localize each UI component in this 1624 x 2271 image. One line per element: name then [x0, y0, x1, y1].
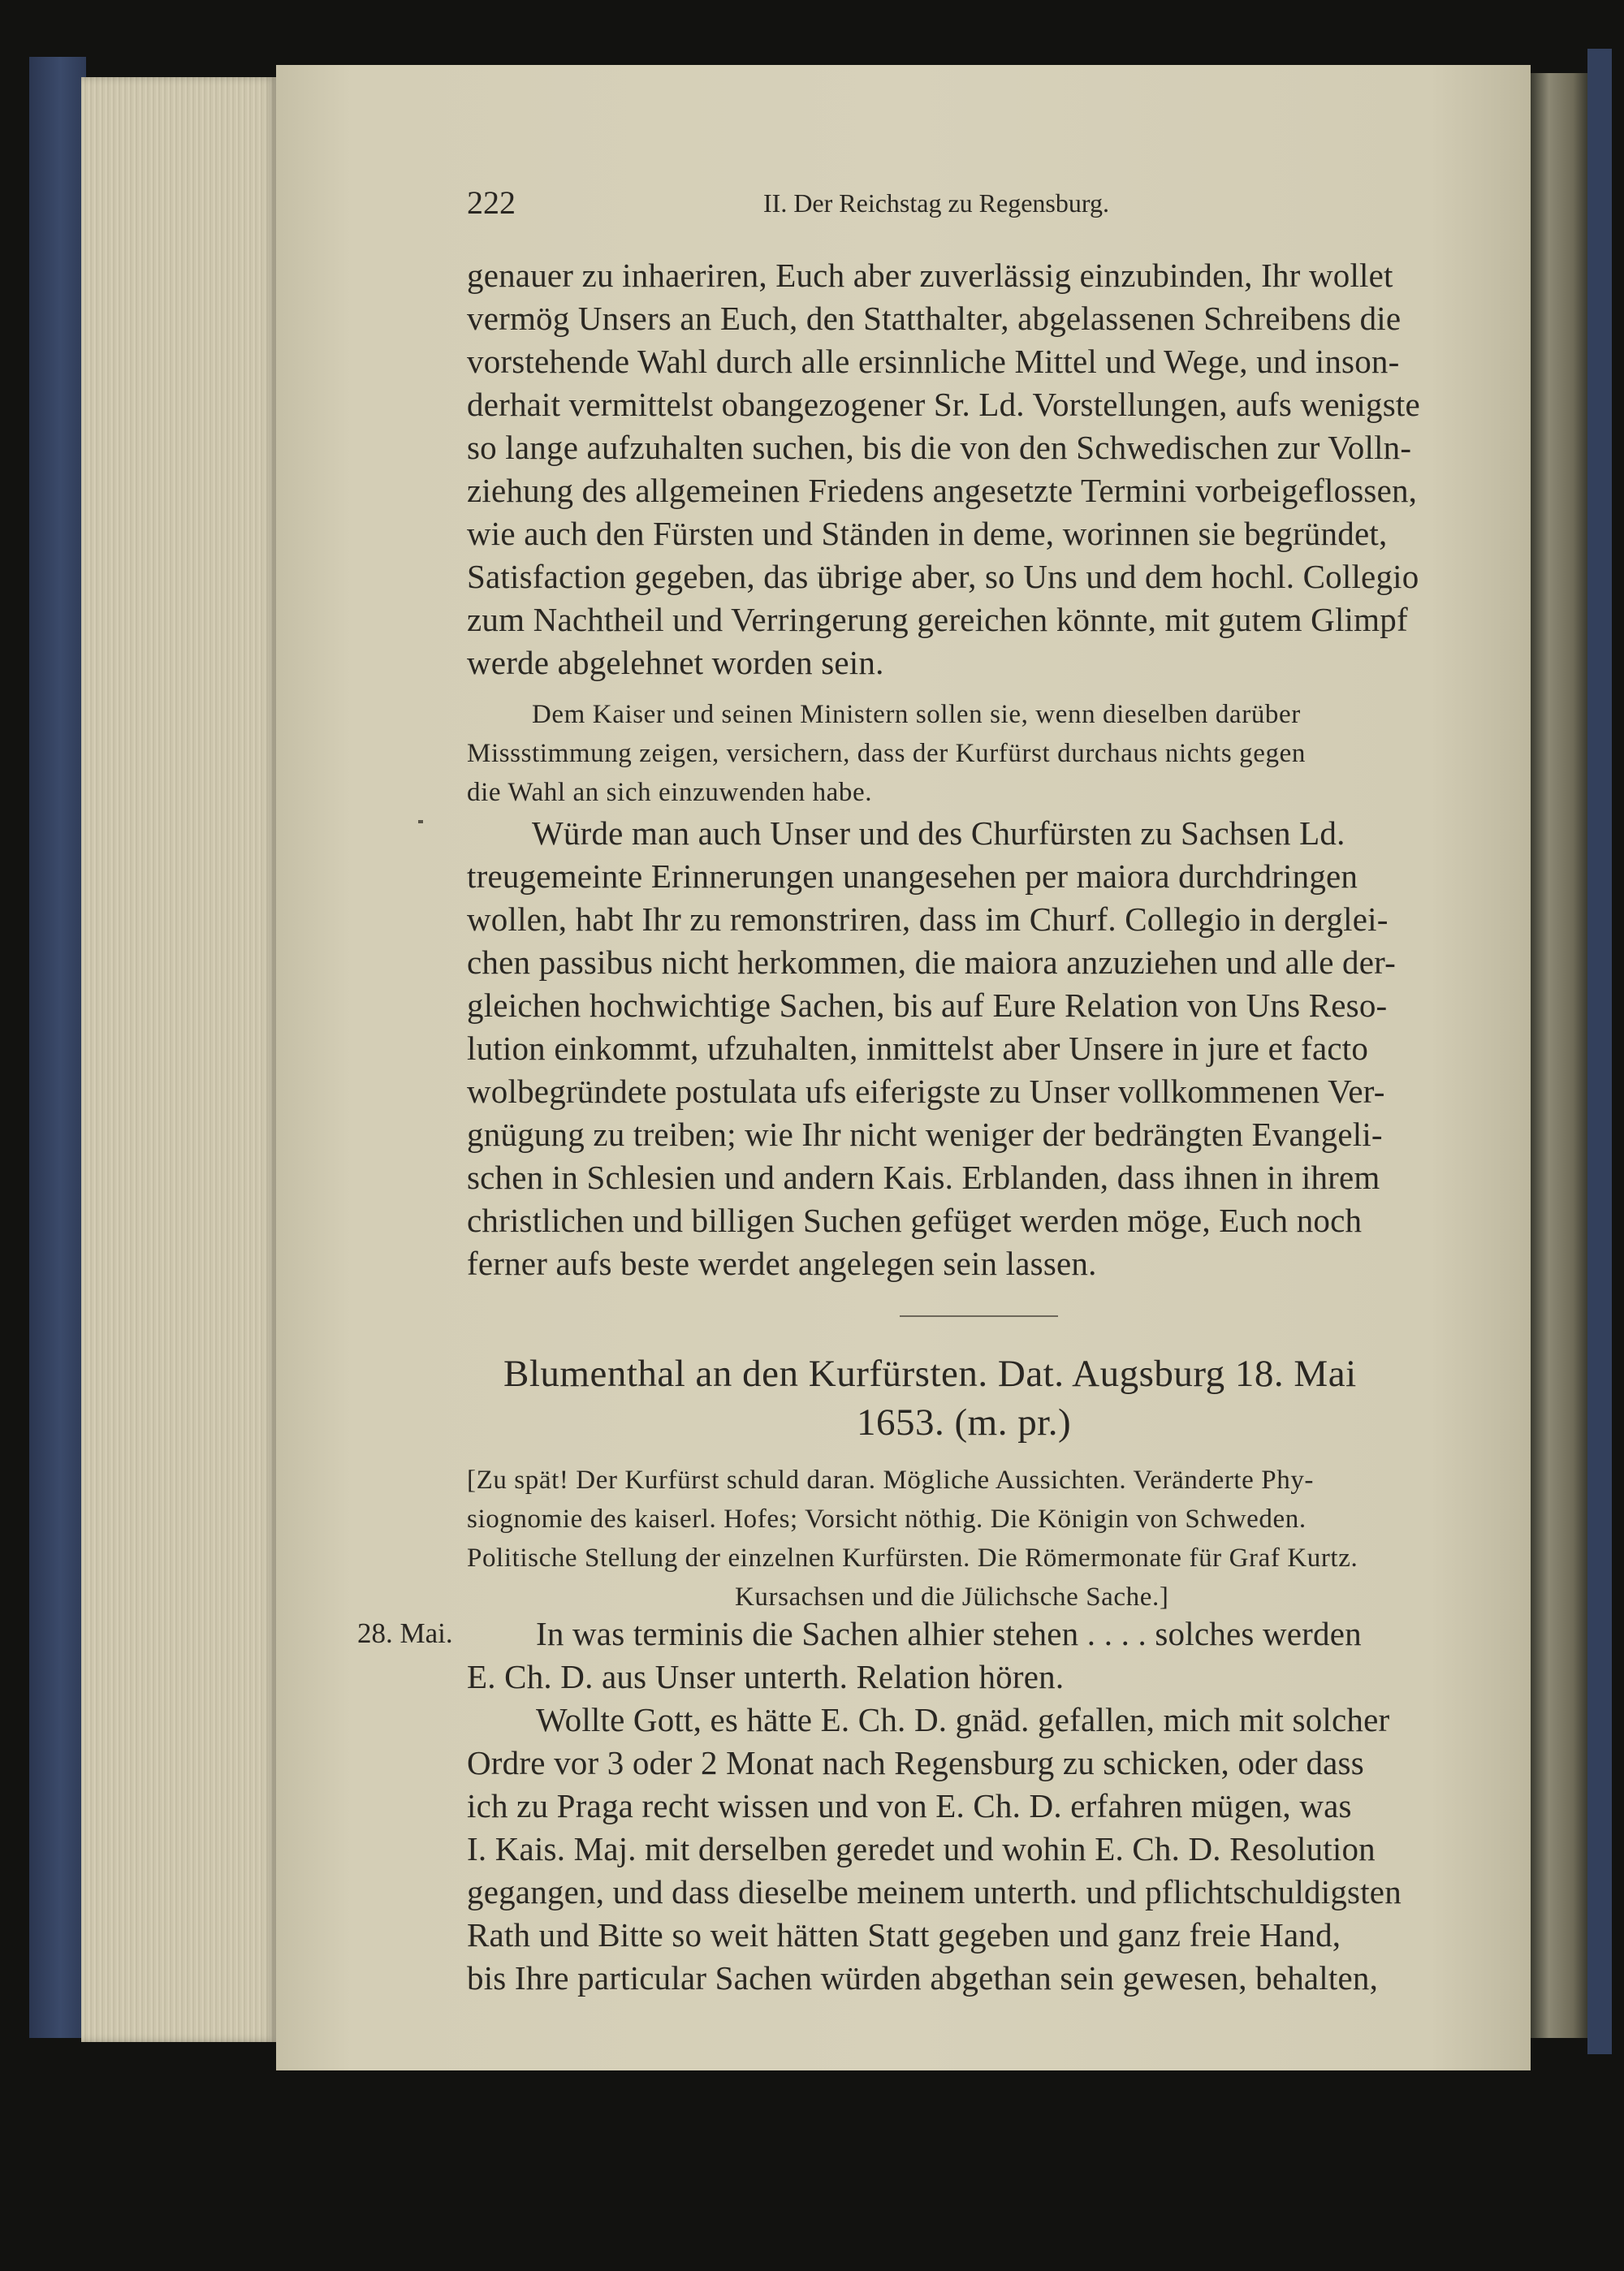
book-cover-left: [29, 57, 86, 2038]
text-line: schen in Schlesien und andern Kais. Erblanden, dass ihnen in ihrem: [467, 1159, 1380, 1196]
text-line: chen passibus nicht herkommen, die maiora anzuziehen und alle der-: [467, 943, 1397, 981]
running-title: II. Der Reichstag zu Regensburg.: [763, 188, 1109, 218]
summary-line: [Zu spät! Der Kurfürst schuld daran. Mögliche Aussichten. Veränderte Phy-: [467, 1466, 1315, 1495]
letter-heading-date: 1653. (m. pr.): [857, 1401, 1072, 1444]
summary-line: Dem Kaiser und seinen Ministern sollen sie, wenn dieselben darüber: [532, 700, 1301, 729]
text-line: wolbegründete postulata ufs eiferigste zu Unser vollkommenen Ver-: [467, 1073, 1385, 1110]
text-line: wie auch den Fürsten und Ständen in deme, worinnen sie begründet,: [467, 515, 1388, 552]
summary-line: siognomie des kaiserl. Hofes; Vorsicht nöthig. Die Königin von Schweden.: [467, 1505, 1307, 1534]
text-line: werde abgelehnet worden sein.: [467, 644, 884, 681]
text-line: treugemeinte Erinnerungen unangesehen per maiora durchdringen: [467, 857, 1358, 895]
margin-date: 28. Mai.: [357, 1617, 453, 1649]
text-line: gnügung zu treiben; wie Ihr nicht weniger der bedrängten Evangeli-: [467, 1116, 1383, 1153]
text-line: bis Ihre particular Sachen würden abgethan sein gewesen, behalten,: [467, 1959, 1379, 1997]
text-line: christlichen und billigen Suchen gefüget werden möge, Euch noch: [467, 1202, 1363, 1239]
page-number: 222: [467, 184, 516, 221]
text-line: ziehung des allgemeinen Friedens angesetzte Termini vorbeigeflossen,: [467, 472, 1418, 509]
page-edges: [81, 77, 276, 2042]
text-line: Satisfaction gegeben, das übrige aber, so Uns und dem hochl. Collegio: [467, 558, 1419, 595]
margin-mark: [418, 820, 423, 823]
summary-line: die Wahl an sich einzuwenden habe.: [467, 778, 873, 807]
section-divider: [900, 1315, 1058, 1317]
text-line: gleichen hochwichtige Sachen, bis auf Eure Relation von Uns Reso-: [467, 987, 1388, 1024]
summary-line: Politische Stellung der einzelnen Kurfürsten. Die Römermonate für Graf Kurtz.: [467, 1544, 1358, 1573]
letter-heading: Blumenthal an den Kurfürsten. Dat. Augsburg 18. Mai: [503, 1353, 1357, 1395]
book-cover-right: [1587, 49, 1612, 2054]
text-line: Würde man auch Unser und des Churfürsten zu Sachsen Ld.: [532, 814, 1345, 852]
text-line: E. Ch. D. aus Unser unterth. Relation hören.: [467, 1658, 1065, 1695]
text-line: genauer zu inhaeriren, Euch aber zuverlässig einzubinden, Ihr wollet: [467, 257, 1393, 294]
text-line: zum Nachtheil und Verringerung gereichen könnte, mit gutem Glimpf: [467, 601, 1408, 638]
text-line: In was terminis die Sachen alhier stehen . . . . solches werden: [536, 1615, 1362, 1652]
text-line: ich zu Praga recht wissen und von E. Ch. D. erfahren mügen, was: [467, 1787, 1352, 1824]
text-line: Ordre vor 3 oder 2 Monat nach Regensburg zu schicken, oder dass: [467, 1744, 1364, 1781]
text-line: Rath und Bitte so weit hätten Statt gegeben und ganz freie Hand,: [467, 1916, 1341, 1954]
text-line: gegangen, und dass dieselbe meinem unterth. und pflichtschuldigsten: [467, 1873, 1402, 1910]
summary-line: Kursachsen und die Jülichsche Sache.]: [735, 1582, 1169, 1612]
text-line: ferner aufs beste werdet angelegen sein lassen.: [467, 1245, 1097, 1282]
text-line: wollen, habt Ihr zu remonstriren, dass im Churf. Collegio in derglei-: [467, 900, 1389, 938]
book-edge-right: [1531, 73, 1592, 2038]
text-line: so lange aufzuhalten suchen, bis die von den Schwedischen zur Volln-: [467, 429, 1412, 466]
text-line: derhait vermittelst obangezogener Sr. Ld. Vorstellungen, aufs wenigste: [467, 386, 1420, 423]
text-line: vorstehende Wahl durch alle ersinnliche Mittel und Wege, und inson-: [467, 343, 1400, 380]
text-line: I. Kais. Maj. mit derselben geredet und wohin E. Ch. D. Resolution: [467, 1830, 1376, 1867]
text-line: vermög Unsers an Euch, den Statthalter, abgelassenen Schreibens die: [467, 300, 1402, 337]
summary-line: Missstimmung zeigen, versichern, dass der Kurfürst durchaus nichts gegen: [467, 739, 1306, 768]
text-line: Wollte Gott, es hätte E. Ch. D. gnäd. gefallen, mich mit solcher: [536, 1701, 1390, 1738]
text-line: lution einkommt, ufzuhalten, inmittelst aber Unsere in jure et facto: [467, 1030, 1369, 1067]
